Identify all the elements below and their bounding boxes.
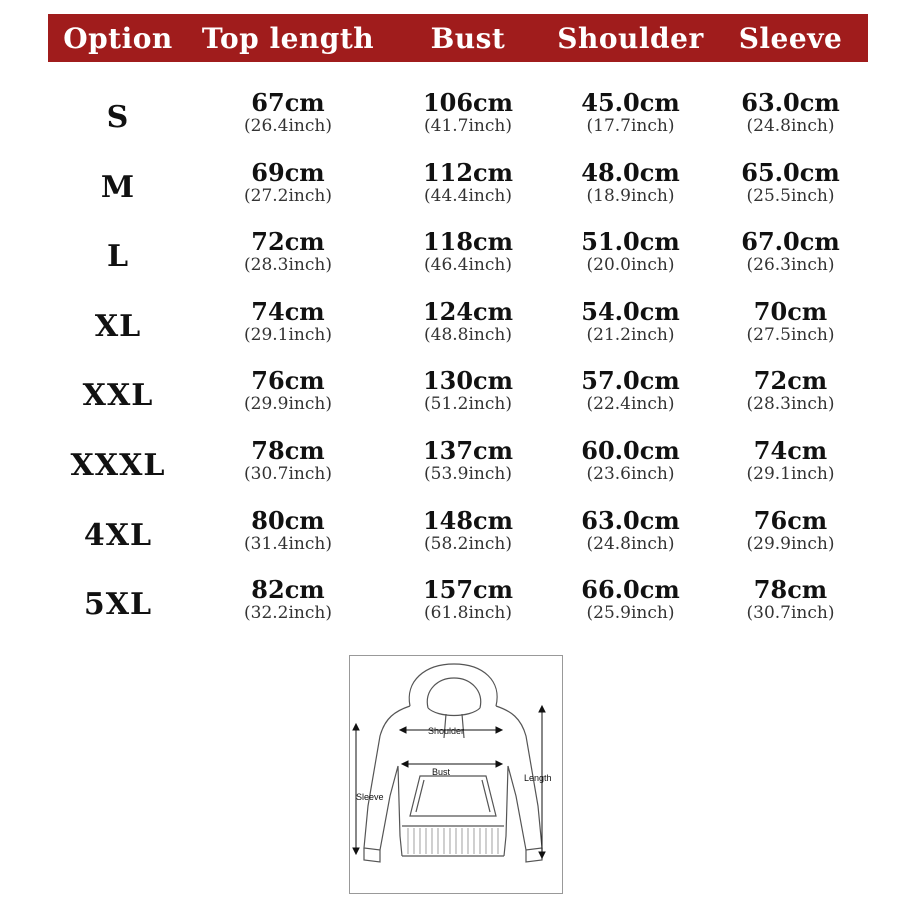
- sleeve-inch: (24.8inch): [746, 116, 835, 136]
- bust-cm: 137cm: [422, 435, 514, 465]
- header-shoulder: Shoulder: [557, 21, 704, 55]
- bust-cell: [388, 157, 548, 206]
- top-length-cm: 76cm: [251, 366, 325, 396]
- shoulder-cell: [548, 577, 713, 623]
- top-length-cell: [188, 296, 388, 345]
- top-length-inch: (27.2inch): [244, 185, 332, 206]
- table-row: [48, 577, 868, 647]
- top-length-cm: 80cm: [251, 505, 325, 535]
- top-length-cm: 78cm: [251, 435, 325, 465]
- bust-cell: [388, 368, 548, 414]
- top-length-cell: [188, 505, 388, 554]
- size-label: XXXL: [70, 447, 166, 483]
- shoulder-cm: 45.0cm: [581, 88, 680, 117]
- bust-inch: (61.8inch): [424, 603, 512, 624]
- bust-cm: 148cm: [422, 505, 514, 535]
- shoulder-inch: (22.4inch): [586, 394, 675, 415]
- shoulder-label: Shoulder: [428, 726, 465, 736]
- table-row: [48, 505, 868, 578]
- top-length-cm: 74cm: [251, 296, 325, 326]
- top-length-inch: (29.1inch): [244, 324, 332, 345]
- bust-inch: (53.9inch): [424, 463, 512, 484]
- bust-cell: [388, 577, 548, 623]
- sleeve-cm: 65.0cm: [741, 157, 840, 187]
- shoulder-inch: (17.7inch): [586, 116, 675, 136]
- bust-cm: 118cm: [422, 227, 514, 257]
- bust-inch: (46.4inch): [424, 255, 512, 276]
- top-length-cell: [188, 157, 388, 206]
- top-length-cell: [188, 90, 388, 136]
- top-length-cell: [188, 229, 388, 275]
- top-length-cm: 72cm: [251, 227, 325, 257]
- sleeve-cell: [713, 157, 868, 206]
- bust-cell: [388, 229, 548, 275]
- bust-inch: (51.2inch): [424, 394, 512, 415]
- shoulder-cell: [548, 368, 713, 414]
- size-label: 4XL: [83, 517, 153, 553]
- shoulder-cell: [548, 229, 713, 275]
- bust-inch: (58.2inch): [424, 533, 512, 554]
- shoulder-cell: [548, 157, 713, 206]
- hoodie-measurement-diagram: [349, 655, 563, 894]
- shoulder-cell: [548, 296, 713, 345]
- size-label: L: [106, 239, 130, 275]
- top-length-inch: (32.2inch): [244, 603, 332, 624]
- top-length-inch: (30.7inch): [244, 463, 332, 484]
- sleeve-cell: [713, 368, 868, 414]
- top-length-inch: (26.4inch): [244, 116, 332, 136]
- bust-inch: (48.8inch): [424, 324, 512, 345]
- size-label: XL: [94, 308, 142, 344]
- shoulder-inch: (21.2inch): [586, 324, 675, 345]
- header-top-length: Top length: [201, 21, 375, 55]
- bust-label: Bust: [432, 767, 451, 777]
- size-label: M: [100, 169, 136, 205]
- sleeve-cm: 67.0cm: [741, 227, 840, 257]
- table-row: [48, 157, 868, 230]
- sleeve-inch: (29.1inch): [746, 463, 835, 484]
- bust-cell: [388, 90, 548, 136]
- size-label: S: [106, 100, 130, 135]
- shoulder-cell: [548, 505, 713, 554]
- shoulder-cm: 63.0cm: [581, 505, 680, 535]
- sleeve-label: Sleeve: [356, 792, 384, 802]
- header-bust: Bust: [430, 21, 506, 55]
- bust-inch: (44.4inch): [424, 185, 512, 206]
- top-length-cell: [188, 435, 388, 484]
- top-length-inch: (31.4inch): [244, 533, 332, 554]
- bust-cm: 157cm: [422, 575, 514, 605]
- top-length-cell: [188, 577, 388, 623]
- size-chart-table: [48, 90, 868, 647]
- sleeve-inch: (29.9inch): [746, 533, 835, 554]
- sleeve-cm: 72cm: [753, 366, 828, 396]
- table-row: [48, 90, 868, 160]
- bust-cell: [388, 296, 548, 345]
- shoulder-inch: (25.9inch): [586, 603, 675, 624]
- shoulder-inch: (18.9inch): [586, 185, 675, 206]
- bust-cm: 124cm: [422, 296, 514, 326]
- shoulder-cm: 51.0cm: [581, 227, 680, 257]
- sleeve-inch: (27.5inch): [746, 324, 835, 345]
- table-row: [48, 368, 868, 438]
- top-length-inch: (29.9inch): [244, 394, 332, 415]
- shoulder-cm: 48.0cm: [581, 157, 680, 187]
- top-length-cm: 69cm: [251, 157, 325, 187]
- table-row: [48, 435, 868, 508]
- sleeve-cm: 76cm: [753, 505, 828, 535]
- shoulder-cm: 60.0cm: [581, 435, 680, 465]
- sleeve-cell: [713, 229, 868, 275]
- sleeve-cell: [713, 577, 868, 623]
- table-row: [48, 229, 868, 299]
- bust-cm: 106cm: [422, 88, 514, 117]
- top-length-cm: 67cm: [251, 88, 325, 117]
- bust-cell: [388, 505, 548, 554]
- sleeve-cm: 63.0cm: [741, 88, 840, 117]
- sleeve-cm: 78cm: [753, 575, 828, 605]
- shoulder-cm: 57.0cm: [581, 366, 680, 396]
- sleeve-cell: [713, 505, 868, 554]
- shoulder-inch: (24.8inch): [586, 533, 675, 554]
- shoulder-cm: 66.0cm: [581, 575, 680, 605]
- shoulder-cm: 54.0cm: [581, 296, 680, 326]
- hoodie-icon: [350, 656, 562, 893]
- bust-cm: 112cm: [422, 157, 514, 187]
- sleeve-inch: (26.3inch): [746, 255, 835, 276]
- top-length-cm: 82cm: [251, 575, 325, 605]
- bust-cell: [388, 435, 548, 484]
- size-chart-header: [48, 14, 868, 62]
- table-row: [48, 296, 868, 369]
- shoulder-inch: (23.6inch): [586, 463, 675, 484]
- bust-cm: 130cm: [422, 366, 514, 396]
- sleeve-inch: (25.5inch): [746, 185, 835, 206]
- sleeve-inch: (28.3inch): [746, 394, 835, 415]
- length-label: Length: [524, 773, 552, 783]
- sleeve-inch: (30.7inch): [746, 603, 835, 624]
- sleeve-cm: 74cm: [753, 435, 828, 465]
- sleeve-cell: [713, 435, 868, 484]
- header-option: Option: [63, 21, 173, 55]
- size-label: 5XL: [83, 587, 153, 623]
- shoulder-cell: [548, 435, 713, 484]
- sleeve-cm: 70cm: [753, 296, 828, 326]
- top-length-inch: (28.3inch): [244, 255, 332, 276]
- shoulder-cell: [548, 90, 713, 136]
- header-sleeve: Sleeve: [738, 21, 843, 55]
- sleeve-cell: [713, 296, 868, 345]
- shoulder-inch: (20.0inch): [586, 255, 675, 276]
- size-label: XXL: [82, 378, 154, 414]
- bust-inch: (41.7inch): [424, 116, 512, 136]
- top-length-cell: [188, 368, 388, 414]
- sleeve-cell: [713, 90, 868, 136]
